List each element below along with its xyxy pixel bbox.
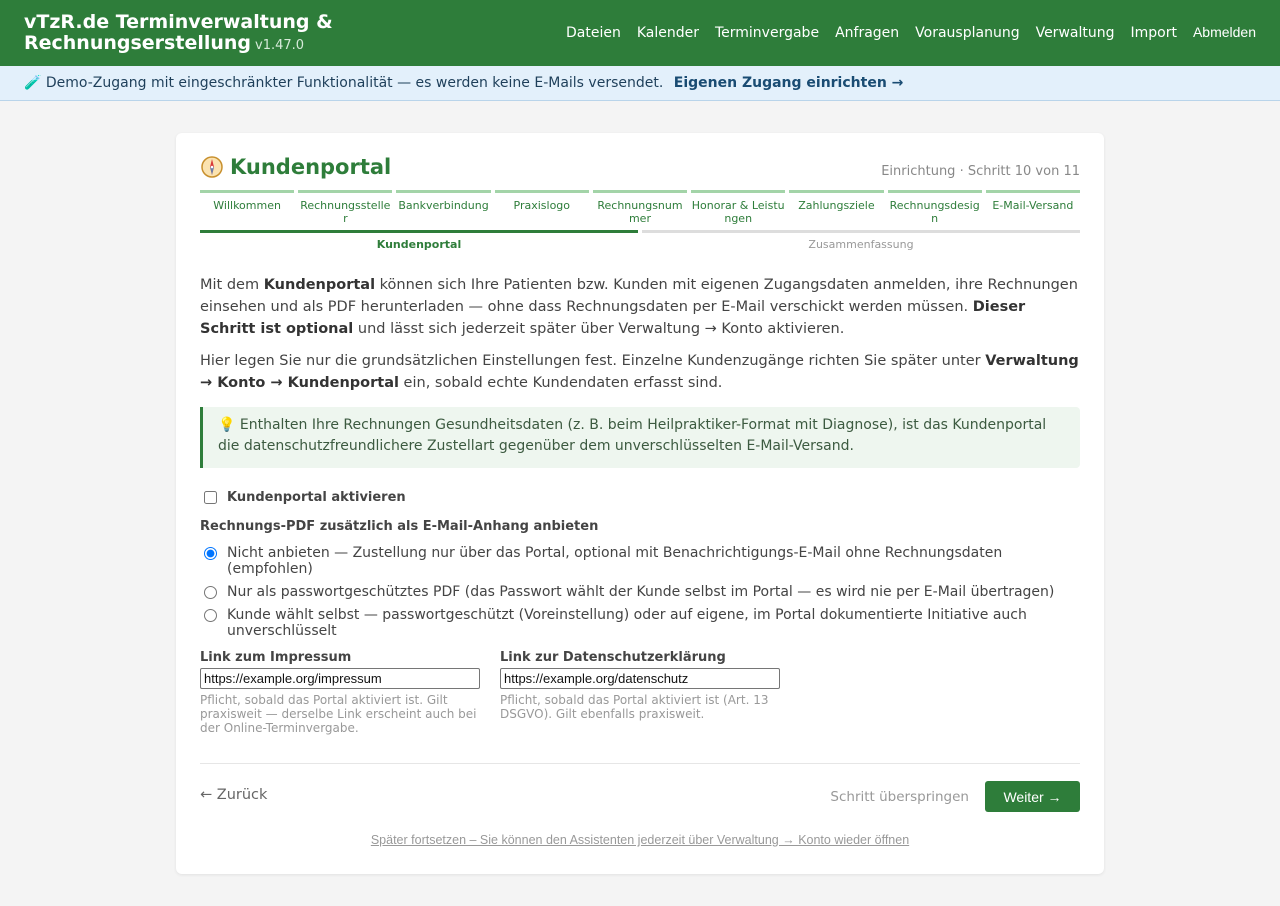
radio-customer-choice[interactable] bbox=[204, 609, 217, 622]
radio-option-customer-choice[interactable]: Kunde wählt selbst — passwortgeschützt (Voreinstellung) oder auf eigene, im Portal dokumentierte Initiative auch unverschlüsselt bbox=[204, 607, 1064, 639]
demo-banner-text: Demo-Zugang mit eingeschränkter Funktionalität — es werden keine E-Mails versendet. bbox=[45, 75, 664, 91]
flask-icon: 🧪 bbox=[24, 75, 42, 91]
radio-option-password[interactable]: Nur als passwortgeschütztes PDF (das Passwort wählt der Kunde selbst im Portal — es wird nie per E-Mail übertragen) bbox=[204, 584, 1064, 600]
demo-banner bbox=[0, 66, 1280, 101]
impressum-input[interactable] bbox=[200, 668, 480, 689]
page-title-text: Kundenportal bbox=[230, 155, 392, 179]
logout-link[interactable]: Abmelden bbox=[1192, 24, 1256, 40]
nav-anfragen[interactable]: Anfragen bbox=[835, 25, 900, 41]
nav-dateien[interactable]: Dateien bbox=[565, 25, 621, 41]
impressum-help: Pflicht, sobald das Portal aktiviert ist. Gilt praxisweit — derselbe Link erscheint auch bei der Online-Terminvergabe. bbox=[200, 693, 477, 735]
nav-kalender[interactable]: Kalender bbox=[636, 25, 699, 41]
top-bar bbox=[0, 0, 1280, 66]
impressum-field-group bbox=[200, 650, 480, 735]
step-zusammenfassung: Zusammenfassung bbox=[642, 230, 1080, 254]
activate-portal-checkbox[interactable] bbox=[204, 491, 217, 504]
privacy-hint-text: Enthalten Ihre Rechnungen Gesundheitsdaten (z. B. beim Heilpraktiker-Format mit Diagnose), ist das Kundenportal die datenschutzfreundlichere Zustellart gegenüber dem unverschlüsselten E-Mail-Versand. bbox=[218, 417, 1047, 454]
datenschutz-field-group bbox=[500, 650, 780, 721]
step-rechnungssteller[interactable]: Rechnungssteller bbox=[298, 190, 392, 230]
wizard-steps bbox=[200, 190, 1080, 254]
app-title-line1: vTzR.de Terminverwaltung & bbox=[24, 11, 333, 33]
setup-account-link[interactable]: Eigenen Zugang einrichten → bbox=[673, 75, 904, 91]
intro-text bbox=[200, 274, 1080, 404]
step-kundenportal: Kundenportal bbox=[200, 230, 638, 254]
intro-paragraph-1: Mit dem Kundenportal können sich Ihre Patienten bzw. Kunden mit eigenen Zugangsdaten anmelden, ihre Rechnungen einsehen und als PDF herunterladen — ohne dass Rechnungsdaten per E-Mail verschickt werden müssen. Dieser Schritt ist optional und lässt sich jederzeit später über Verwaltung → Konto aktivieren. bbox=[200, 277, 1078, 337]
nav-verwaltung[interactable]: Verwaltung bbox=[1035, 25, 1115, 41]
step-rechnungsdesign[interactable]: Rechnungsdesign bbox=[888, 190, 982, 230]
divider bbox=[200, 763, 1080, 764]
privacy-hint bbox=[200, 407, 1080, 468]
app-title-line2: Rechnungserstellung bbox=[24, 32, 252, 54]
datenschutz-help: Pflicht, sobald das Portal aktiviert ist (Art. 13 DSGVO). Gilt ebenfalls praxisweit. bbox=[500, 693, 769, 721]
radio-password[interactable] bbox=[204, 586, 217, 599]
continue-later-link[interactable]: Später fortsetzen – Sie können den Assistenten jederzeit über Verwaltung → Konto wieder öffnen bbox=[370, 833, 910, 847]
pdf-attachment-label: Rechnungs-PDF zusätzlich als E-Mail-Anhang anbieten bbox=[200, 519, 599, 534]
app-title[interactable] bbox=[24, 12, 333, 56]
nav-terminvergabe[interactable]: Terminvergabe bbox=[714, 25, 820, 41]
nav-vorausplanung[interactable]: Vorausplanung bbox=[915, 25, 1020, 41]
pdf-attachment-options bbox=[204, 545, 1064, 646]
datenschutz-label: Link zur Datenschutzerklärung bbox=[500, 650, 726, 665]
lightbulb-icon: 💡 bbox=[218, 417, 236, 433]
nav-import[interactable]: Import bbox=[1130, 25, 1177, 41]
main-nav bbox=[566, 24, 1256, 41]
activate-portal-row[interactable] bbox=[204, 490, 406, 505]
wizard-card bbox=[176, 133, 1104, 874]
datenschutz-input[interactable] bbox=[500, 668, 780, 689]
radio-none[interactable] bbox=[204, 547, 217, 560]
page-title bbox=[200, 155, 391, 179]
step-willkommen[interactable]: Willkommen bbox=[200, 190, 294, 230]
impressum-label: Link zum Impressum bbox=[200, 650, 352, 665]
step-indicator: Einrichtung · Schritt 10 von 11 bbox=[881, 164, 1080, 179]
step-praxislogo[interactable]: Praxislogo bbox=[495, 190, 589, 230]
app-version: v1.47.0 bbox=[255, 38, 305, 53]
step-zahlungsziele[interactable]: Zahlungsziele bbox=[789, 190, 883, 230]
step-bankverbindung[interactable]: Bankverbindung bbox=[396, 190, 490, 230]
skip-step-link[interactable]: Schritt überspringen bbox=[830, 789, 969, 805]
step-rechnungsnummer[interactable]: Rechnungsnummer bbox=[593, 190, 687, 230]
next-button[interactable]: Weiter → bbox=[985, 781, 1080, 812]
intro-paragraph-2: Hier legen Sie nur die grundsätzlichen Einstellungen fest. Einzelne Kundenzugänge richten Sie später unter Verwaltung → Konto → Kundenportal ein, sobald echte Kundendaten erfasst sind. bbox=[200, 353, 1079, 391]
activate-portal-label: Kundenportal aktivieren bbox=[227, 490, 406, 505]
step-honorar[interactable]: Honorar & Leistungen bbox=[691, 190, 785, 230]
radio-option-none[interactable]: Nicht anbieten — Zustellung nur über das Portal, optional mit Benachrichtigungs-E-Mail ohne Rechnungsdaten (empfohlen) bbox=[204, 545, 1064, 577]
step-email-versand[interactable]: E-Mail-Versand bbox=[986, 190, 1080, 230]
back-button[interactable]: ← Zurück bbox=[200, 787, 268, 803]
compass-icon bbox=[200, 155, 224, 179]
